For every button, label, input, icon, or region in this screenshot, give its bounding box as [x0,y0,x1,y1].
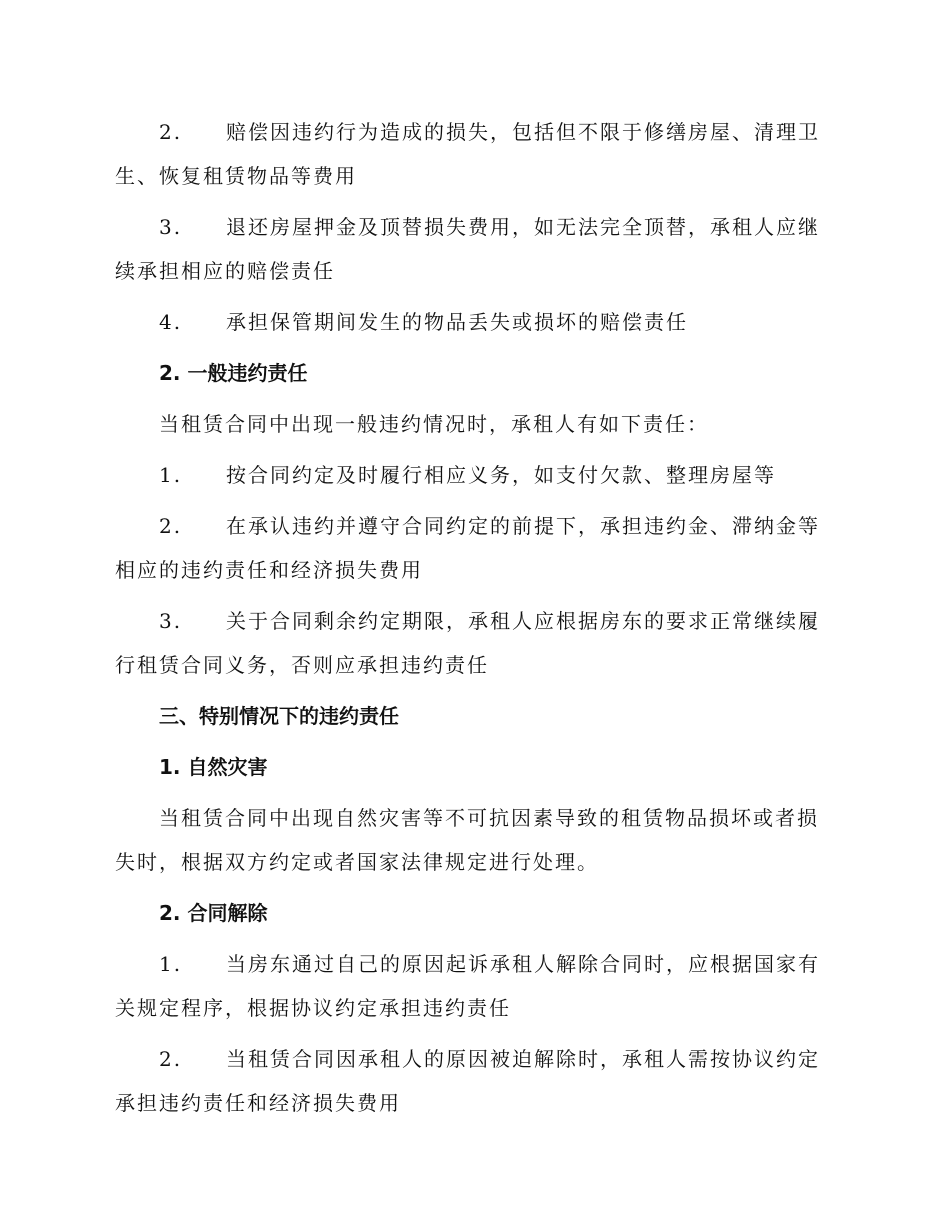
list-item [115,453,835,497]
list-item-text: 在承认违约并遵守合同约定的前提下，承担违约金、滞纳金等相应的违约责任和经济损失费用 [115,514,820,582]
subsection-heading: 1. 自然灾害 [159,755,268,779]
list-item-number: 2. [159,514,183,538]
list-item-number: 1. [159,952,183,976]
list-item [115,205,835,293]
list-item-number: 2. [159,120,183,144]
paragraph: 当租赁合同中出现一般违约情况时，承租人有如下责任： [159,412,709,436]
list-item [115,942,835,1030]
list-item [115,1037,835,1125]
section-heading: 2. 一般违约责任 [159,361,308,385]
subsection-heading: 2. 合同解除 [159,901,268,925]
list-item [115,504,835,592]
list-item-number: 3. [159,609,183,633]
list-item [115,300,835,344]
list-item-number: 2. [159,1047,183,1071]
list-item-text: 赔偿因违约行为造成的损失，包括但不限于修缮房屋、清理卫生、恢复租赁物品等费用 [115,120,820,188]
paragraph: 当租赁合同中出现自然灾害等不可抗因素导致的租赁物品损坏或者损失时，根据双方约定或者国家法律规定进行处理。 [115,806,819,874]
document-body [115,110,835,1132]
list-item-text: 按合同约定及时履行相应义务，如支付欠款、整理房屋等 [226,463,776,487]
list-item [115,110,835,198]
list-item-number: 3. [159,215,183,239]
list-item [115,599,835,687]
list-item-text: 承担保管期间发生的物品丢失或损坏的赔偿责任 [226,310,688,334]
section-heading: 三、特别情况下的违约责任 [159,704,399,728]
list-item-text: 退还房屋押金及顶替损失费用，如无法完全顶替，承租人应继续承担相应的赔偿责任 [115,215,820,283]
list-item-text: 关于合同剩余约定期限，承租人应根据房东的要求正常继续履行租赁合同义务，否则应承担违约责任 [115,609,820,677]
list-item-text: 当租赁合同因承租人的原因被迫解除时，承租人需按协议约定承担违约责任和经济损失费用 [115,1047,820,1115]
list-item-number: 4. [159,310,183,334]
list-item-text: 当房东通过自己的原因起诉承租人解除合同时，应根据国家有关规定程序，根据协议约定承担违约责任 [115,952,820,1020]
list-item-number: 1. [159,463,183,487]
